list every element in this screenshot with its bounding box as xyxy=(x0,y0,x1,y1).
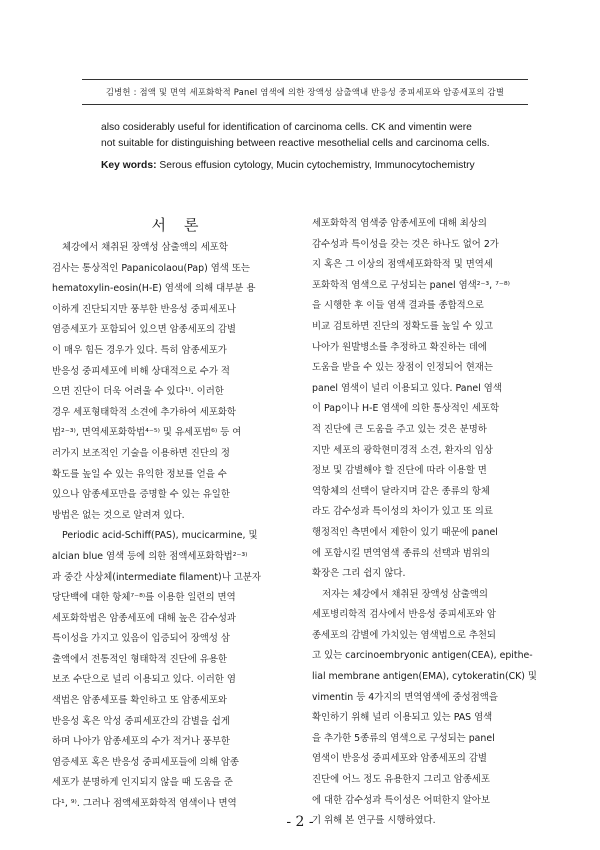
right-column xyxy=(312,214,558,832)
body-text-line: 염증세포 혹은 반응성 중피세포들에 의해 암종 xyxy=(52,756,239,768)
body-text-line: 확도를 높일 수 있는 유익한 정보를 얻을 수 xyxy=(52,468,227,480)
body-text-line: 염색이 반응성 중피세포와 암종세포의 감별 xyxy=(312,753,487,765)
body-text-line: 보조 수단으로 널리 이용되고 있다. 이러한 염 xyxy=(52,674,236,686)
keywords-label: Key words: xyxy=(101,160,157,171)
body-text-line: 이 Pap이나 H-E 염색에 의한 통상적인 세포학 xyxy=(312,403,500,415)
body-text-line: panel 염색이 널리 이용되고 있다. Panel 염색 xyxy=(312,382,502,394)
header-rule-bottom xyxy=(82,104,528,105)
body-text-line: Periodic acid-Schiff(PAS), mucicarmine, 및 xyxy=(62,530,258,542)
body-text-line: 감수성과 특이성을 갖는 것은 하나도 없어 2가 xyxy=(312,238,499,250)
body-text-line: 출액에서 전통적인 형태학적 진단에 유용한 xyxy=(52,653,227,665)
body-text-line: 다¹, ⁹⁾. 그러나 점액세포화학적 염색이나 면역 xyxy=(52,798,237,810)
body-text-line: 역항체의 선택이 달라지며 같은 종류의 항체 xyxy=(312,485,490,497)
body-text-line: 세포화학적 염색중 암종세포에 대해 최상의 xyxy=(312,218,487,229)
body-text-line: 검사는 통상적인 Papanicolaou(Pap) 염색 또는 xyxy=(52,262,250,274)
body-text-line: 방법은 없는 것으로 알려져 있다. xyxy=(52,509,185,521)
section-title: 서론 xyxy=(151,216,217,234)
body-text-line: 법²⁻³⁾, 면역세포화학법⁴⁻⁵⁾ 및 유세포법⁶⁾ 등 여 xyxy=(52,427,242,439)
body-text-line: 으면 진단이 더욱 어려울 수 있다¹⁾. 이러한 xyxy=(52,386,224,398)
page-number: - 2 - xyxy=(286,814,314,830)
body-text-line: 경우 세포형태학적 소견에 추가하여 세포화학 xyxy=(52,406,236,418)
body-text-line: 기 위해 본 연구를 시행하였다. xyxy=(312,815,436,827)
body-text-line: 정보 및 감별해야 할 진단에 따라 이용할 면 xyxy=(312,465,487,477)
body-text-line: 에 대한 감수성과 특이성은 어떠한지 알아보 xyxy=(312,794,490,806)
body-text-line: 확장은 그리 쉽지 않다. xyxy=(312,568,406,580)
abstract-line: not suitable for distinguishing between reactive mesothelial cells and carcinoma cells. xyxy=(101,138,490,149)
body-text-line: hematoxylin-eosin(H-E) 염색에 의해 대부분 용 xyxy=(52,283,256,295)
body-text-line: 반응성 혹은 악성 중피세포간의 감별을 쉽게 xyxy=(52,715,230,727)
keywords xyxy=(101,160,521,171)
body-text-line: 을 추가한 5종류의 염색으로 구성되는 panel xyxy=(312,732,495,744)
body-text-line: 나아가 원발병소를 추정하고 확진하는 데에 xyxy=(312,341,487,353)
body-text-line: alcian blue 염색 등에 의한 점액세포화학법²⁻³⁾ xyxy=(52,550,248,562)
body-text-line: 행정적인 측면에서 제한이 있기 때문에 panel xyxy=(312,526,498,538)
body-text-line: 세포가 분명하게 인지되지 않을 때 도움을 준 xyxy=(52,777,233,789)
body-text-line: 을 시행한 후 이들 염색 결과를 종합적으로 xyxy=(312,300,484,312)
body-text-line: 지만 세포의 광학현미경적 소견, 환자의 임상 xyxy=(312,444,493,456)
keywords-text: Serous effusion cytology, Mucin cytochemistry, Immunocytochemistry xyxy=(159,160,475,171)
body-text-line: 반응성 중피세포에 비해 상대적으로 수가 적 xyxy=(52,365,230,377)
header-rule-top xyxy=(82,79,528,80)
running-head: 김병헌 : 점액 및 면역 세포화학적 Panel 염색에 의한 장액성 삼출액내 반응성 중피세포와 암종세포의 감별 xyxy=(105,87,505,97)
body-text-line: 하며 나아가 암종세포의 수가 적거나 풍부한 xyxy=(52,736,230,748)
body-text-line: lial membrane antigen(EMA), cytokeratin(CK) 및 xyxy=(312,671,537,683)
body-text-line: 이 매우 힘든 경우가 있다. 특히 암종세포가 xyxy=(52,344,227,356)
body-text-line: 염증세포가 포함되어 있으면 암종세포의 감별 xyxy=(52,324,236,336)
body-text-line: 특이성을 가지고 있음이 입증되어 장액성 삼 xyxy=(52,633,230,645)
abstract-line: also cosiderably useful for identification of carcinoma cells. CK and vimentin were xyxy=(101,122,472,133)
body-text-line: 과 중간 사상체(intermediate filament)나 고분자 xyxy=(52,571,261,583)
body-text-line: 진단에 어느 정도 유용한지 그리고 암종세포 xyxy=(312,774,490,786)
body-text-line: 이하게 진단되지만 풍부한 반응성 중피세포나 xyxy=(52,303,236,315)
body-text-line: 종세포의 감별에 가치있는 염색법으로 추천되 xyxy=(312,629,496,641)
body-text-line: 도움을 받을 수 있는 장점이 인정되어 현재는 xyxy=(312,362,493,374)
body-text-line: 체강에서 채취된 장액성 삼출액의 세포학 xyxy=(62,242,228,253)
body-text-line: 에 포함시킬 면역염색 종류의 선택과 범위의 xyxy=(312,547,490,559)
body-text-line: vimentin 등 4가지의 면역염색에 중성점액을 xyxy=(312,691,498,703)
body-text-line: 저자는 체강에서 채취된 장액성 삼출액의 xyxy=(322,588,488,600)
abstract-continuation xyxy=(101,122,511,154)
body-text-line: 세포병리학적 검사에서 반응성 중피세포와 암 xyxy=(312,609,496,621)
body-text-line: 당단백에 대한 항체⁷⁻⁸⁾를 이용한 일련의 면역 xyxy=(52,592,236,604)
body-text-line: 지 혹은 그 이상의 점액세포화학적 및 면역세 xyxy=(312,259,493,271)
left-column xyxy=(52,214,298,815)
body-text-line: 고 있는 carcinoembryonic antigen(CEA), epithe- xyxy=(312,650,533,662)
body-text-line: 있으나 암종세포만을 증명할 수 있는 유일한 xyxy=(52,489,230,501)
body-text-line: 확인하기 위해 널리 이용되고 있는 PAS 염색 xyxy=(312,712,493,724)
body-text-line: 색법은 암종세포를 확인하고 또 암종세포와 xyxy=(52,695,227,707)
body-text-line: 러가지 보조적인 기술을 이용하면 진단의 정 xyxy=(52,447,230,459)
body-text-line: 비교 검토하면 진단의 정확도를 높일 수 있고 xyxy=(312,320,493,332)
body-text-line: 포화학적 염색으로 구성되는 panel 염색²⁻³, ⁷⁻⁸⁾ xyxy=(312,279,510,291)
body-text-line: 세포화학법은 암종세포에 대해 높은 감수성과 xyxy=(52,612,236,624)
body-text-line: 라도 감수성과 특이성의 차이가 있고 또 의료 xyxy=(312,506,493,518)
body-text-line: 적 진단에 큰 도움을 주고 있는 것은 분명하 xyxy=(312,423,487,435)
